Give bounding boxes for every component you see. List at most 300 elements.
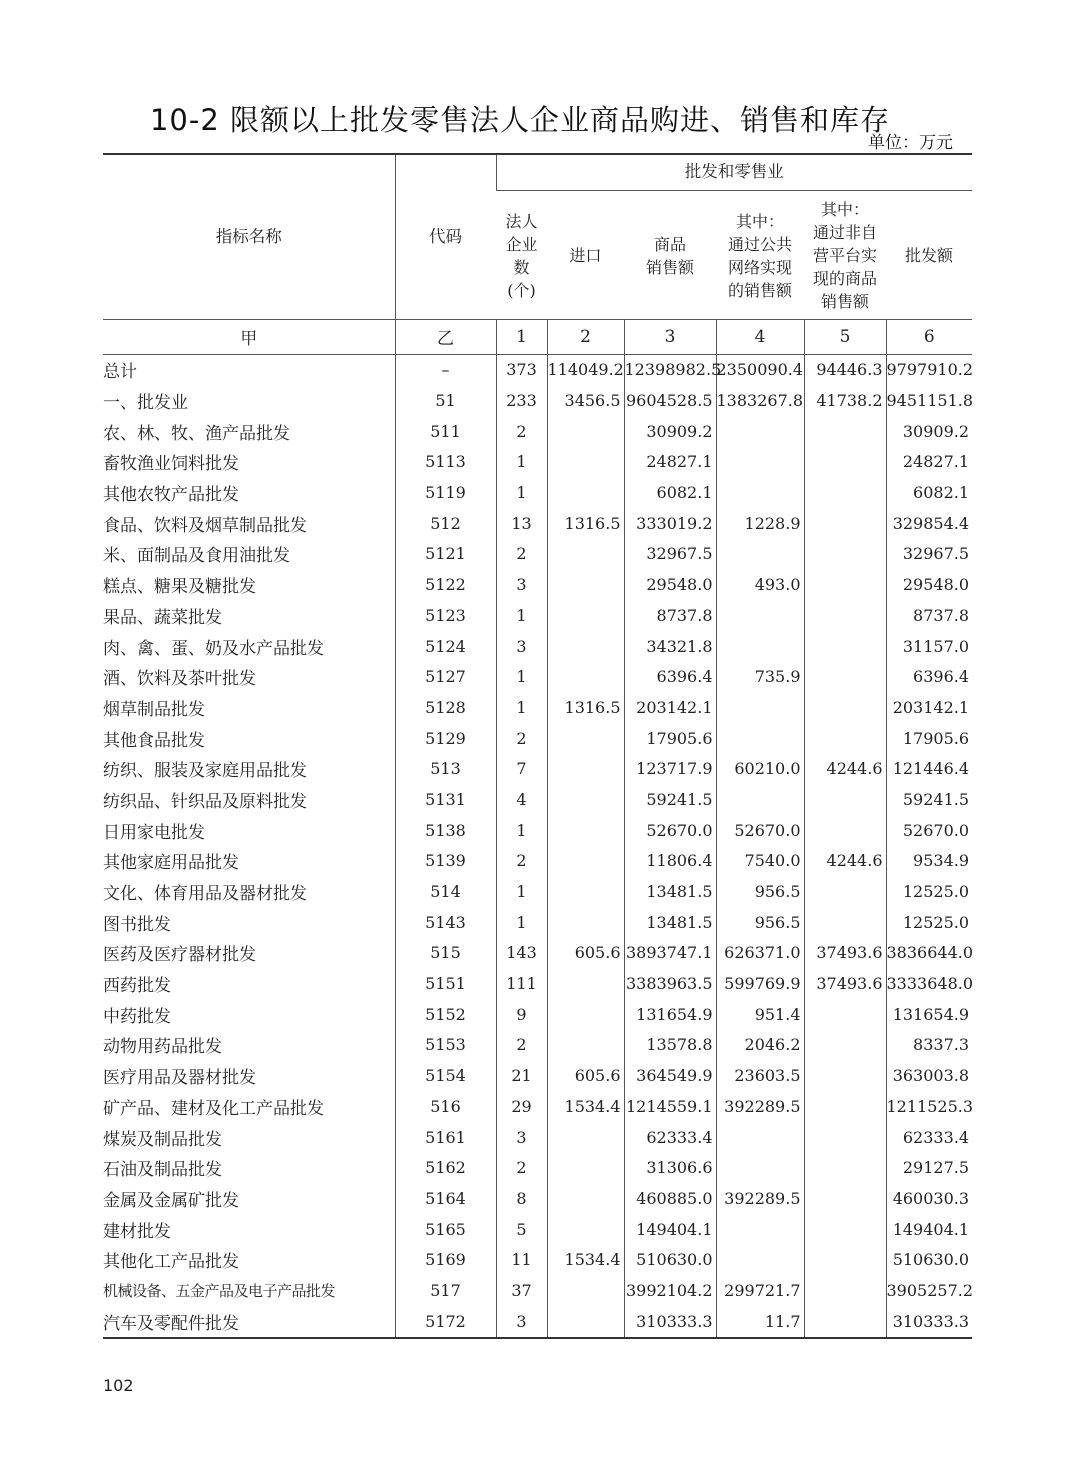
row-value-5 <box>804 784 886 815</box>
row-name: 糕点、糖果及糖批发 <box>103 577 256 598</box>
row-code: 5119 <box>395 477 496 508</box>
row-value-5: 37493.6 <box>804 938 886 969</box>
row-value-3: 310333.3 <box>624 1306 716 1338</box>
row-value-4 <box>716 539 804 570</box>
row-value-3: 3383963.5 <box>624 968 716 999</box>
table-row <box>103 876 972 907</box>
row-value-2: 1316.5 <box>547 692 624 723</box>
row-value-6: 149404.1 <box>886 1214 972 1245</box>
table-row <box>103 815 972 846</box>
header-col1: 法人 企业 数 (个) <box>505 211 538 300</box>
page-number: 102 <box>103 1376 134 1395</box>
row-value-4 <box>716 723 804 754</box>
row-value-4: 951.4 <box>716 999 804 1030</box>
row-value-5 <box>804 600 886 631</box>
row-name: 机械设备、五金产品及电子产品批发 <box>103 1281 336 1300</box>
header-code: 代码 <box>395 154 496 319</box>
row-value-2 <box>547 815 624 846</box>
row-name: 食品、饮料及烟草制品批发 <box>103 515 307 536</box>
row-value-2 <box>547 477 624 508</box>
row-name: 其他化工产品批发 <box>103 1252 239 1273</box>
row-name: 西药批发 <box>103 976 171 997</box>
row-value-2: 1316.5 <box>547 508 624 539</box>
row-name: 建材批发 <box>103 1221 171 1242</box>
table-row <box>103 447 972 478</box>
row-value-3: 9604528.5 <box>624 385 716 416</box>
row-value-1: 2 <box>496 723 547 754</box>
row-value-2 <box>547 1214 624 1245</box>
row-value-3: 13481.5 <box>624 876 716 907</box>
row-name: 米、面制品及食用油批发 <box>103 546 290 567</box>
row-value-2 <box>547 631 624 662</box>
row-value-4 <box>716 477 804 508</box>
row-value-4: 599769.9 <box>716 968 804 999</box>
row-code: 5153 <box>395 1030 496 1061</box>
row-value-4: 392289.5 <box>716 1183 804 1214</box>
row-value-6: 8737.8 <box>886 600 972 631</box>
row-value-2 <box>547 784 624 815</box>
row-value-5 <box>804 447 886 478</box>
row-value-6: 460030.3 <box>886 1183 972 1214</box>
row-value-2 <box>547 600 624 631</box>
row-value-5 <box>804 1306 886 1338</box>
row-value-6: 59241.5 <box>886 784 972 815</box>
row-value-1: 233 <box>496 385 547 416</box>
row-value-3: 12398982.5 <box>624 354 716 385</box>
row-code: 512 <box>395 508 496 539</box>
row-value-2: 1534.4 <box>547 1244 624 1275</box>
index-cell: 甲 <box>103 319 395 354</box>
row-value-4: 60210.0 <box>716 753 804 784</box>
row-value-5 <box>804 1152 886 1183</box>
row-value-1: 111 <box>496 968 547 999</box>
row-code: 5127 <box>395 661 496 692</box>
row-value-3: 52670.0 <box>624 815 716 846</box>
row-value-2 <box>547 1275 624 1306</box>
row-value-5 <box>804 1183 886 1214</box>
row-value-1: 29 <box>496 1091 547 1122</box>
row-value-4: 956.5 <box>716 876 804 907</box>
index-cell: 乙 <box>395 319 496 354</box>
row-value-4 <box>716 1244 804 1275</box>
table-row <box>103 1183 972 1214</box>
table-row <box>103 938 972 969</box>
row-value-5 <box>804 508 886 539</box>
row-value-1: 2 <box>496 1152 547 1183</box>
table-row <box>103 600 972 631</box>
table-row <box>103 508 972 539</box>
row-value-3: 6082.1 <box>624 477 716 508</box>
table-row <box>103 723 972 754</box>
row-value-3: 13481.5 <box>624 907 716 938</box>
row-name: 动物用药品批发 <box>103 1037 222 1058</box>
row-value-4 <box>716 631 804 662</box>
row-value-3: 32967.5 <box>624 539 716 570</box>
row-value-2 <box>547 876 624 907</box>
row-value-2 <box>547 1030 624 1061</box>
row-value-5 <box>804 1214 886 1245</box>
row-value-1: 7 <box>496 753 547 784</box>
row-value-1: 4 <box>496 784 547 815</box>
row-value-2 <box>547 907 624 938</box>
row-code: 5122 <box>395 569 496 600</box>
row-value-6: 121446.4 <box>886 753 972 784</box>
row-value-4: 52670.0 <box>716 815 804 846</box>
row-value-6: 3836644.0 <box>886 938 972 969</box>
row-value-2 <box>547 1183 624 1214</box>
row-value-1: 5 <box>496 1214 547 1245</box>
row-code: 5165 <box>395 1214 496 1245</box>
row-code: 5172 <box>395 1306 496 1338</box>
row-code: 5128 <box>395 692 496 723</box>
statistics-table <box>103 153 972 1339</box>
row-value-4 <box>716 447 804 478</box>
row-value-5 <box>804 1030 886 1061</box>
table-row <box>103 477 972 508</box>
row-value-6: 30909.2 <box>886 416 972 447</box>
row-value-3: 510630.0 <box>624 1244 716 1275</box>
table-row <box>103 753 972 784</box>
row-code: 5113 <box>395 447 496 478</box>
row-value-5 <box>804 1122 886 1153</box>
header-col2: 进口 <box>569 246 602 265</box>
row-value-3: 59241.5 <box>624 784 716 815</box>
row-value-1: 1 <box>496 815 547 846</box>
row-value-2 <box>547 846 624 877</box>
row-code: 5139 <box>395 846 496 877</box>
row-value-4: 735.9 <box>716 661 804 692</box>
row-value-5: 41738.2 <box>804 385 886 416</box>
table-row <box>103 354 972 385</box>
row-name: 文化、体育用品及器材批发 <box>103 884 307 905</box>
row-value-5 <box>804 876 886 907</box>
row-value-1: 2 <box>496 846 547 877</box>
row-name: 其他农牧产品批发 <box>103 485 239 506</box>
index-cell: 5 <box>804 319 886 354</box>
row-code: 5164 <box>395 1183 496 1214</box>
row-value-5 <box>804 661 886 692</box>
row-value-3: 3992104.2 <box>624 1275 716 1306</box>
row-name: 果品、蔬菜批发 <box>103 607 222 628</box>
row-value-6: 131654.9 <box>886 999 972 1030</box>
row-name: 中药批发 <box>103 1006 171 1027</box>
row-code: 5154 <box>395 1060 496 1091</box>
row-code: 5123 <box>395 600 496 631</box>
row-value-4 <box>716 600 804 631</box>
row-code: 5121 <box>395 539 496 570</box>
table-row <box>103 999 972 1030</box>
row-name: 一、批发业 <box>103 393 188 414</box>
row-value-1: 3 <box>496 1306 547 1338</box>
row-value-6: 52670.0 <box>886 815 972 846</box>
row-value-3: 203142.1 <box>624 692 716 723</box>
row-value-5 <box>804 692 886 723</box>
table-row <box>103 661 972 692</box>
table-row <box>103 1030 972 1061</box>
row-value-5 <box>804 1060 886 1091</box>
row-value-6: 6396.4 <box>886 661 972 692</box>
row-name: 煤炭及制品批发 <box>103 1129 222 1150</box>
row-code: 513 <box>395 753 496 784</box>
row-value-1: 143 <box>496 938 547 969</box>
row-value-5 <box>804 723 886 754</box>
row-name: 医疗用品及器材批发 <box>103 1068 256 1089</box>
row-value-6: 3333648.0 <box>886 968 972 999</box>
row-value-6: 3905257.2 <box>886 1275 972 1306</box>
row-value-5: 4244.6 <box>804 846 886 877</box>
row-value-4: 1383267.8 <box>716 385 804 416</box>
row-value-5 <box>804 539 886 570</box>
row-name: 汽车及零配件批发 <box>103 1306 395 1338</box>
row-value-6: 9797910.2 <box>886 354 972 385</box>
row-value-2 <box>547 968 624 999</box>
row-value-5 <box>804 907 886 938</box>
row-value-1: 13 <box>496 508 547 539</box>
header-col3: 商品 销售额 <box>645 234 694 277</box>
row-code: 514 <box>395 876 496 907</box>
row-value-6: 203142.1 <box>886 692 972 723</box>
table-row <box>103 1306 972 1338</box>
index-cell: 2 <box>547 319 624 354</box>
row-code: 5151 <box>395 968 496 999</box>
row-value-1: 1 <box>496 907 547 938</box>
row-value-3: 123717.9 <box>624 753 716 784</box>
table-row <box>103 1091 972 1122</box>
row-value-6: 29127.5 <box>886 1152 972 1183</box>
row-value-1: 37 <box>496 1275 547 1306</box>
row-code: 5131 <box>395 784 496 815</box>
row-value-1: 2 <box>496 1030 547 1061</box>
row-value-1: 1 <box>496 692 547 723</box>
table-row <box>103 907 972 938</box>
row-value-1: 1 <box>496 876 547 907</box>
row-value-3: 460885.0 <box>624 1183 716 1214</box>
table-row <box>103 968 972 999</box>
row-value-2: 605.6 <box>547 938 624 969</box>
row-value-6: 29548.0 <box>886 569 972 600</box>
row-value-6: 9534.9 <box>886 846 972 877</box>
row-name: 日用家电批发 <box>103 822 205 843</box>
row-code: 5124 <box>395 631 496 662</box>
row-value-6: 1211525.3 <box>886 1091 972 1122</box>
row-value-6: 24827.1 <box>886 447 972 478</box>
row-value-5: 94446.3 <box>804 354 886 385</box>
row-name: 矿产品、建材及化工产品批发 <box>103 1098 324 1119</box>
row-value-4: 11.7 <box>716 1306 804 1338</box>
row-value-2: 1534.4 <box>547 1091 624 1122</box>
row-value-4 <box>716 692 804 723</box>
row-code: 5161 <box>395 1122 496 1153</box>
table-row <box>103 1060 972 1091</box>
row-value-4 <box>716 1152 804 1183</box>
row-value-5 <box>804 999 886 1030</box>
header-col4: 其中： 通过公共 网络实现 的销售额 <box>727 211 792 300</box>
row-value-3: 24827.1 <box>624 447 716 478</box>
table-row <box>103 784 972 815</box>
row-value-2 <box>547 569 624 600</box>
row-value-3: 333019.2 <box>624 508 716 539</box>
row-name: 畜牧渔业饲料批发 <box>103 454 239 475</box>
row-value-5: 37493.6 <box>804 968 886 999</box>
table-row <box>103 539 972 570</box>
index-cell: 4 <box>716 319 804 354</box>
row-value-2 <box>547 661 624 692</box>
row-code: 5138 <box>395 815 496 846</box>
page-title: 10-2 限额以上批发零售法人企业商品购进、销售和库存 <box>149 103 891 137</box>
index-cell: 6 <box>886 319 972 354</box>
row-code: 515 <box>395 938 496 969</box>
row-value-6: 9451151.8 <box>886 385 972 416</box>
row-value-1: 3 <box>496 631 547 662</box>
row-value-5 <box>804 1244 886 1275</box>
row-value-3: 62333.4 <box>624 1122 716 1153</box>
row-value-1: 9 <box>496 999 547 1030</box>
row-name: 烟草制品批发 <box>103 699 205 720</box>
row-value-1: 3 <box>496 1122 547 1153</box>
row-value-3: 13578.8 <box>624 1030 716 1061</box>
header-col5: 其中： 通过非自 营平台实 现的商品 销售额 <box>812 200 877 311</box>
row-value-3: 29548.0 <box>624 569 716 600</box>
row-value-6: 32967.5 <box>886 539 972 570</box>
row-value-4 <box>716 416 804 447</box>
row-name: 医药及医疗器材批发 <box>103 945 256 966</box>
row-value-1: 2 <box>496 416 547 447</box>
row-value-6: 363003.8 <box>886 1060 972 1091</box>
table-row <box>103 692 972 723</box>
row-value-3: 131654.9 <box>624 999 716 1030</box>
row-value-1: 11 <box>496 1244 547 1275</box>
row-name: 图书批发 <box>103 914 171 935</box>
row-value-1: 1 <box>496 661 547 692</box>
row-value-2 <box>547 723 624 754</box>
row-value-3: 3893747.1 <box>624 938 716 969</box>
row-value-4: 493.0 <box>716 569 804 600</box>
row-code: 516 <box>395 1091 496 1122</box>
row-value-6: 510630.0 <box>886 1244 972 1275</box>
row-value-3: 11806.4 <box>624 846 716 877</box>
row-value-3: 30909.2 <box>624 416 716 447</box>
row-code: 5152 <box>395 999 496 1030</box>
row-value-1: 2 <box>496 539 547 570</box>
row-value-1: 21 <box>496 1060 547 1091</box>
row-value-2: 3456.5 <box>547 385 624 416</box>
table-row <box>103 416 972 447</box>
row-value-4: 1228.9 <box>716 508 804 539</box>
row-value-2 <box>547 1306 624 1338</box>
row-value-3: 6396.4 <box>624 661 716 692</box>
row-name: 金属及金属矿批发 <box>103 1190 239 1211</box>
row-value-3: 8737.8 <box>624 600 716 631</box>
row-value-3: 17905.6 <box>624 723 716 754</box>
row-value-5 <box>804 1275 886 1306</box>
row-value-4: 956.5 <box>716 907 804 938</box>
row-value-6: 310333.3 <box>886 1306 972 1338</box>
row-code: 51 <box>395 385 496 416</box>
row-value-1: 8 <box>496 1183 547 1214</box>
table-row <box>103 1152 972 1183</box>
row-value-6: 329854.4 <box>886 508 972 539</box>
row-name: 总计 <box>103 362 137 383</box>
row-code: 517 <box>395 1275 496 1306</box>
row-value-4 <box>716 1122 804 1153</box>
row-value-2 <box>547 1152 624 1183</box>
row-name: 纺织品、针织品及原料批发 <box>103 791 307 812</box>
row-value-3: 1214559.1 <box>624 1091 716 1122</box>
row-name: 其他家庭用品批发 <box>103 853 239 874</box>
row-value-3: 364549.9 <box>624 1060 716 1091</box>
row-value-5 <box>804 416 886 447</box>
row-value-1: 1 <box>496 600 547 631</box>
row-value-6: 12525.0 <box>886 876 972 907</box>
row-value-2 <box>547 539 624 570</box>
row-value-2: 605.6 <box>547 1060 624 1091</box>
row-value-1: 1 <box>496 447 547 478</box>
row-value-2 <box>547 447 624 478</box>
row-name: 酒、饮料及茶叶批发 <box>103 669 256 690</box>
table-body <box>103 354 972 1338</box>
row-value-4: 299721.7 <box>716 1275 804 1306</box>
row-value-2: 114049.2 <box>547 354 624 385</box>
row-value-3: 149404.1 <box>624 1214 716 1245</box>
row-code: 511 <box>395 416 496 447</box>
row-code: 5162 <box>395 1152 496 1183</box>
row-name: 石油及制品批发 <box>103 1160 222 1181</box>
row-value-4: 626371.0 <box>716 938 804 969</box>
table-row <box>103 385 972 416</box>
row-value-2 <box>547 1122 624 1153</box>
unit-label: 单位：万元 <box>868 133 953 153</box>
row-code: 5129 <box>395 723 496 754</box>
row-value-2 <box>547 753 624 784</box>
header-group: 批发和零售业 <box>496 154 972 190</box>
index-cell: 1 <box>496 319 547 354</box>
header-col6: 批发额 <box>905 246 954 265</box>
row-value-3: 31306.6 <box>624 1152 716 1183</box>
table-row <box>103 1122 972 1153</box>
row-name: 农、林、牧、渔产品批发 <box>103 423 290 444</box>
row-value-2 <box>547 999 624 1030</box>
row-value-4: 2046.2 <box>716 1030 804 1061</box>
row-value-5: 4244.6 <box>804 753 886 784</box>
row-value-4: 23603.5 <box>716 1060 804 1091</box>
table-row <box>103 846 972 877</box>
row-name: 纺织、服装及家庭用品批发 <box>103 761 307 782</box>
row-value-5 <box>804 815 886 846</box>
row-name: 肉、禽、蛋、奶及水产品批发 <box>103 638 324 659</box>
table-row <box>103 631 972 662</box>
row-value-6: 31157.0 <box>886 631 972 662</box>
row-value-1: 3 <box>496 569 547 600</box>
row-value-4: 392289.5 <box>716 1091 804 1122</box>
row-value-4 <box>716 784 804 815</box>
header-name: 指标名称 <box>215 226 282 246</box>
row-code: 5169 <box>395 1244 496 1275</box>
row-value-6: 6082.1 <box>886 477 972 508</box>
row-value-3: 34321.8 <box>624 631 716 662</box>
row-value-5 <box>804 477 886 508</box>
row-code: 5143 <box>395 907 496 938</box>
index-row <box>103 319 972 354</box>
row-value-1: 373 <box>496 354 547 385</box>
row-value-6: 12525.0 <box>886 907 972 938</box>
row-value-6: 17905.6 <box>886 723 972 754</box>
row-value-4: 7540.0 <box>716 846 804 877</box>
table-row <box>103 1275 972 1306</box>
table-row <box>103 1214 972 1245</box>
row-value-2 <box>547 416 624 447</box>
table-row <box>103 1244 972 1275</box>
row-value-6: 8337.3 <box>886 1030 972 1061</box>
